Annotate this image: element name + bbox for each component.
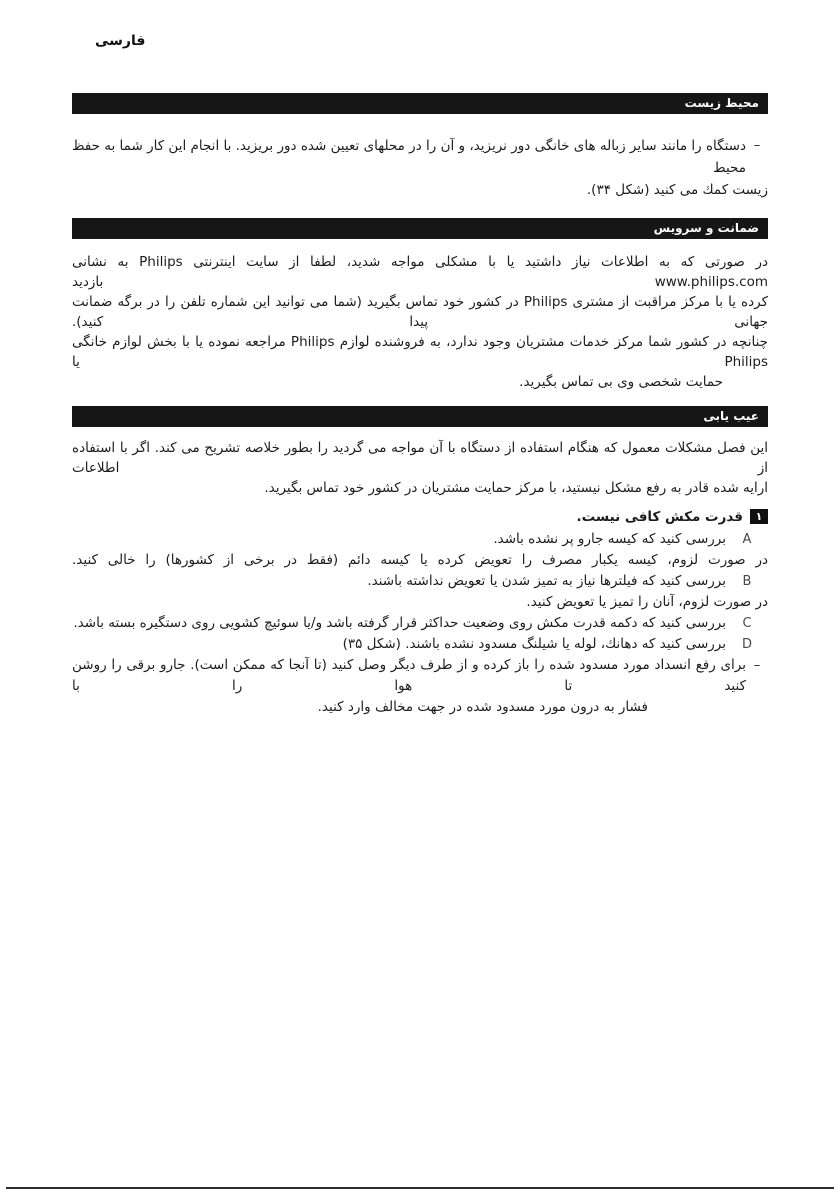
check-marker-c: C — [742, 616, 752, 631]
page-bottom-rule — [6, 1187, 834, 1189]
dash-bullet-icon: – — [753, 657, 761, 673]
warranty-line-1: در صورتی كه به اطلاعات نیاز داشتید یا با مشكلی مواجه شدید، لطفا از سایت اینترنتی Philips به نشانی www.philips.com بازدید — [72, 254, 768, 290]
tip-line-2: فشار به درون مورد مسدود شده در جهت مخالف وارد كنید. — [317, 699, 648, 715]
page-content — [72, 93, 768, 718]
check-text-c: بررسی كنید كه دكمه قدرت مكش روی وضعیت حداكثر قرار گرفته باشد و/یا سوئیچ كشویی روی دستگیره بسته باشد. — [73, 615, 726, 631]
environment-section-header — [72, 93, 768, 114]
troubleshooting-intro-line-2: ارایه شده قادر به رفع مشكل نیستید، با مركز حمایت مشتریان در كشور خود تماس بگیرید. — [264, 480, 768, 496]
check-continuation-b: در صورت لزوم، آنان را تمیز یا تعویض كنید. — [526, 594, 768, 610]
troubleshooting-intro-line-1: این فصل مشكلات معمول كه هنگام استفاده از دستگاه با آن مواجه می گردید را بطور خلاصه تشریح می كند. اگر با استفاده از اطلاعات — [72, 440, 768, 476]
environment-bullet-row — [72, 135, 768, 179]
warranty-line-3: چنانچه در كشور شما مركز خدمات مشتریان وجود ندارد، به فروشنده لوازم Philips مراجعه نموده یا با بخش لوازم خانگی Philips یا — [72, 334, 769, 370]
problem-title: قدرت مكش كافی نیست. — [576, 508, 743, 525]
warranty-line-4: حمایت شخصی وی بی تماس بگیرید. — [519, 374, 723, 390]
environment-line-1: دستگاه را مانند سایر زباله های خانگی دور نریزید، و آن را در محلهای تعیین شده دور بریزید. با انجام این كار شما به حفظ محیط — [71, 138, 746, 176]
check-marker-b: B — [742, 574, 752, 589]
problem-number-badge: ۱ — [750, 509, 768, 524]
checks-list — [72, 529, 768, 718]
warranty-paragraph — [72, 252, 768, 392]
warranty-line-2: كرده یا با مركز مراقبت از مشتری Philips در كشور خود تماس بگیرید (شما می توانید این شماره تلفن را در برگه ضمانت جهانی پیدا كنید). — [72, 294, 768, 330]
language-label: فارسی — [95, 33, 146, 49]
check-continuation-a: در صورت لزوم، كیسه یكبار مصرف را تعویض كرده یا كیسه دائم (فقط در برخی از كشورها) را خالی كنید. — [72, 552, 768, 568]
warranty-section-title: ضمانت و سرویس — [653, 221, 759, 235]
troubleshooting-intro — [72, 438, 768, 498]
check-row-d — [72, 634, 768, 655]
check-marker-a: A — [742, 532, 752, 547]
environment-paragraph — [72, 135, 768, 201]
check-marker-d: D — [741, 637, 752, 652]
unblock-tip — [72, 655, 768, 718]
check-text-b: بررسی كنید كه فیلترها نیاز به تمیز شدن یا تعویض نداشته باشند. — [367, 573, 726, 589]
tip-line-1: برای رفع انسداد مورد مسدود شده را باز كرده و از طرف دیگر وصل كنید (تا آنجا كه ممكن است). جارو برقی را روشن كنید تا هوا را با — [72, 657, 746, 694]
tip-bullet-row — [72, 655, 768, 697]
environment-section-title: محیط زیست — [684, 96, 759, 110]
check-text-a: بررسی كنید كه كیسه جارو پر نشده باشد. — [493, 531, 726, 547]
check-text-d: بررسی كنید كه دهانك، لوله یا شیلنگ مسدود نشده باشند. (شكل ۳۵) — [342, 636, 726, 652]
warranty-section-header — [72, 218, 768, 239]
dash-bullet-icon: – — [753, 137, 761, 153]
check-row-b — [72, 571, 768, 592]
check-row-a — [72, 529, 768, 550]
troubleshooting-section-title: عیب یابی — [703, 409, 759, 423]
troubleshooting-section-header — [72, 406, 768, 427]
problem-heading — [72, 507, 768, 526]
environment-line-2: زیست كمك می كنید (شكل ۳۴). — [586, 182, 768, 198]
check-row-c — [72, 613, 768, 634]
